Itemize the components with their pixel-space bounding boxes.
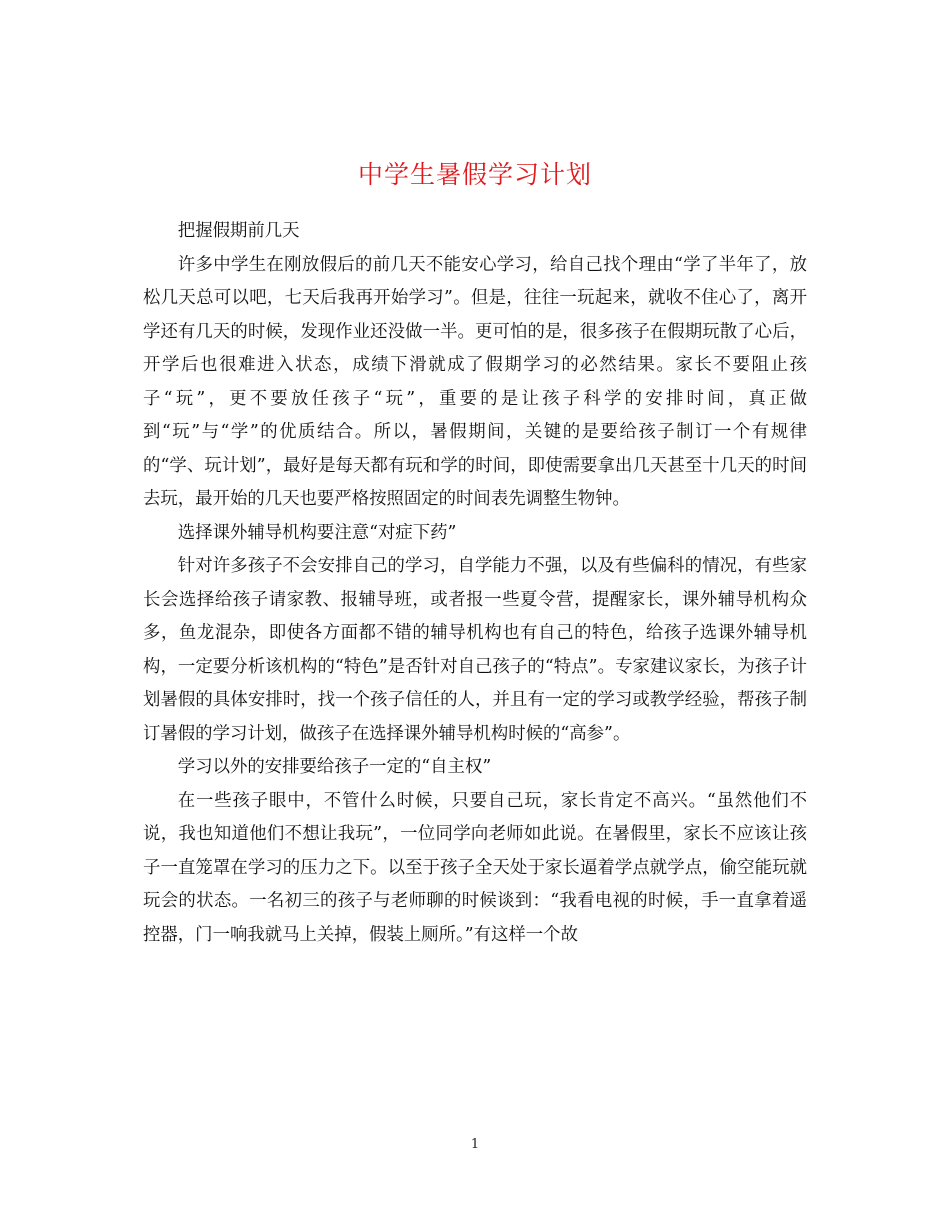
section-heading-autonomy: 学习以外的安排要给孩子一定的“自主权” <box>177 757 492 777</box>
paragraph-autonomy: 在一些孩子眼中，不管什么时候，只要自己玩，家长肯定不高兴。“虽然他们不说，我也知道他们不想让我玩”，一位同学向老师如此说。在暑假里，家长不应该让孩子一直笼罩在学习的压力之下。以至于孩子全天处于家长逼着学点就学点，偷空能玩就玩会的状态。一名初三的孩子与老师聊的时候谈到：“我看电视的时候，手一直拿着遥控器，门一响我就马上关掉，假装上厕所。”有这样一个故 <box>143 790 807 945</box>
section-heading-tutoring: 选择课外辅导机构要注意“对症下药” <box>177 522 457 543</box>
document-body <box>143 215 807 952</box>
section-heading-holiday-start: 把握假期前几天 <box>177 221 300 241</box>
paragraph-tutoring: 针对许多孩子不会安排自己的学习，自学能力不强，以及有些偏科的情况，有些家长会选择给孩子请家教、报辅导班，或者报一些夏令营，提醒家长，课外辅导机构众多，鱼龙混杂，即使各方面都不错的辅导机构也有自己的特色，给孩子选课外辅导机构，一定要分析该机构的“特色”是否针对自己孩子的“特点”。专家建议家长，为孩子计划暑假的具体安排时，找一个孩子信任的人，并且有一定的学习或教学经验，帮孩子制订暑假的学习计划，做孩子在选择课外辅导机构时候的“高参”。 <box>143 556 807 744</box>
paragraph-holiday-start: 许多中学生在刚放假后的前几天不能安心学习，给自己找个理由“学了半年了，放松几天总可以吧，七天后我再开始学习”。但是，往往一玩起来，就收不住心了，离开学还有几天的时候，发现作业还没做一半。更可怕的是，很多孩子在假期玩散了心后，开学后也很难进入状态，成绩下滑就成了假期学习的必然结果。家长不要阻止孩子“玩”，更不要放任孩子“玩”，重要的是让孩子科学的安排时间，真正做到“玩”与“学”的优质结合。所以，暑假期间，关键的是要给孩子制订一个有规律的“学、玩计划”，最好是每天都有玩和学的时间，即使需要拿出几天甚至十几天的时间去玩，最开始的几天也要严格按照固定的时间表先调整生物钟。 <box>143 254 807 509</box>
page-number: 1 <box>470 1137 480 1152</box>
document-title: 中学生暑假学习计划 <box>357 159 592 189</box>
